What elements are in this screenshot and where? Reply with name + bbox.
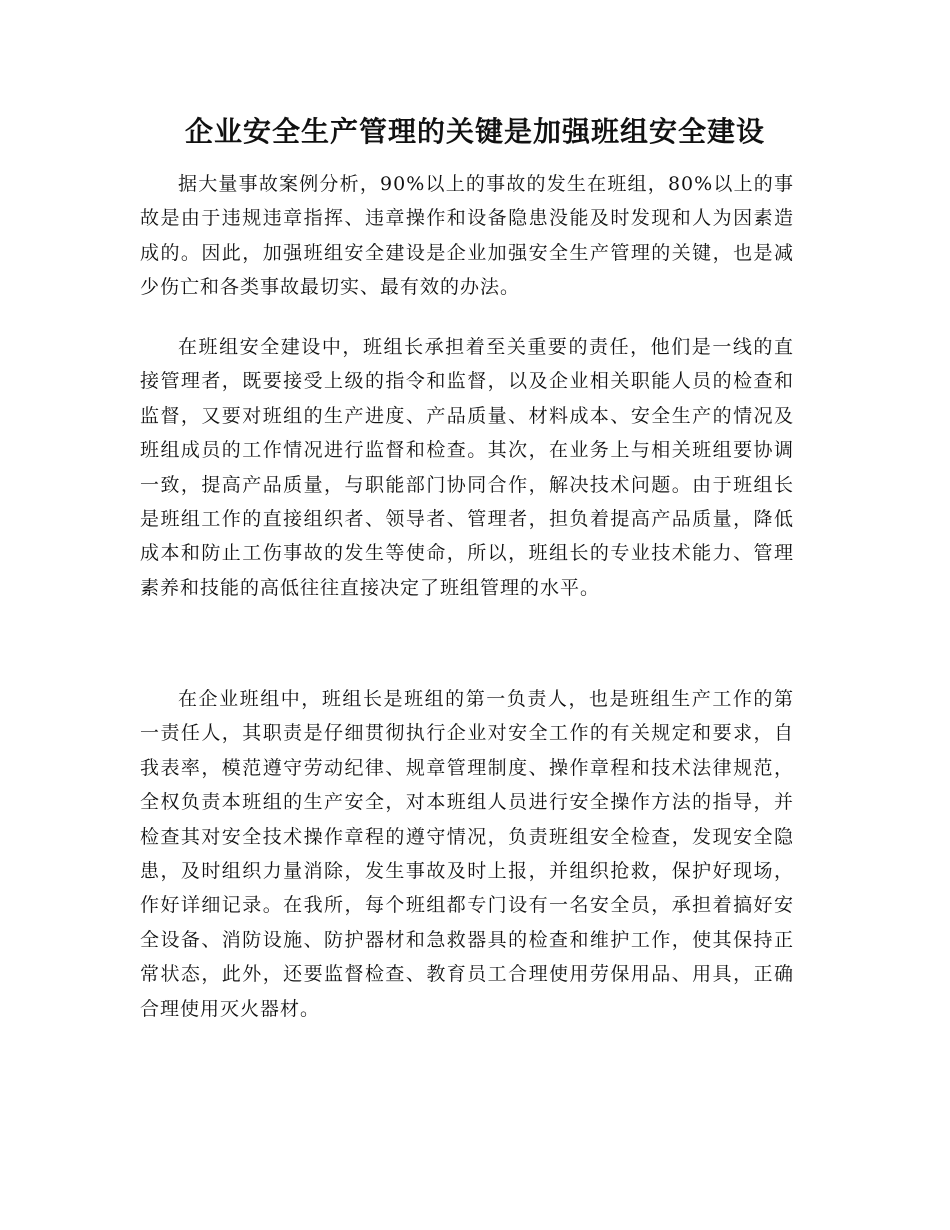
paragraph-1: 据大量事故案例分析，90%以上的事故的发生在班组，80%以上的事故是由于违规违章指挥、违章操作和设备隐患没能及时发现和人为因素造成的。因此，加强班组安全建设是企业加强安全生产管理的关键，也是减少伤亡和各类事故最切实、最有效的办法。	[140, 173, 794, 299]
paragraph-2: 在班组安全建设中，班组长承担着至关重要的责任，他们是一线的直接管理者，既要接受上级的指令和监督，以及企业相关职能人员的检查和监督，又要对班组的生产进度、产品质量、材料成本、安全生产的情况及班组成员的工作情况进行监督和检查。其次，在业务上与相关班组要协调一致，提高产品质量，与职能部门协同合作，解决技术问题。由于班组长是班组工作的直接组织者、领导者、管理者，担负着提高产品质量，降低成本和防止工伤事故的发生等使命，所以，班组长的专业技术能力、管理素养和技能的高低往往直接决定了班组管理的水平。	[140, 336, 794, 599]
document-title: 企业安全生产管理的关键是加强班组安全建设	[184, 115, 765, 148]
paragraph-3: 在企业班组中，班组长是班组的第一负责人，也是班组生产工作的第一责任人，其职责是仔细贯彻执行企业对安全工作的有关规定和要求，自我表率，模范遵守劳动纪律、规章管理制度、操作章程和技术法律规范，全权负责本班组的生产安全，对本班组人员进行安全操作方法的指导，并检查其对安全技术操作章程的遵守情况，负责班组安全检查，发现安全隐患，及时组织力量消除，发生事故及时上报，并组织抢救，保护好现场，作好详细记录。在我所，每个班组都专门设有一名安全员，承担着搞好安全设备、消防设施、防护器材和急救器具的检查和维护工作，使其保持正常状态，此外，还要监督检查、教育员工合理使用劳保用品、用具，正确合理使用灭火器材。	[140, 688, 794, 1020]
